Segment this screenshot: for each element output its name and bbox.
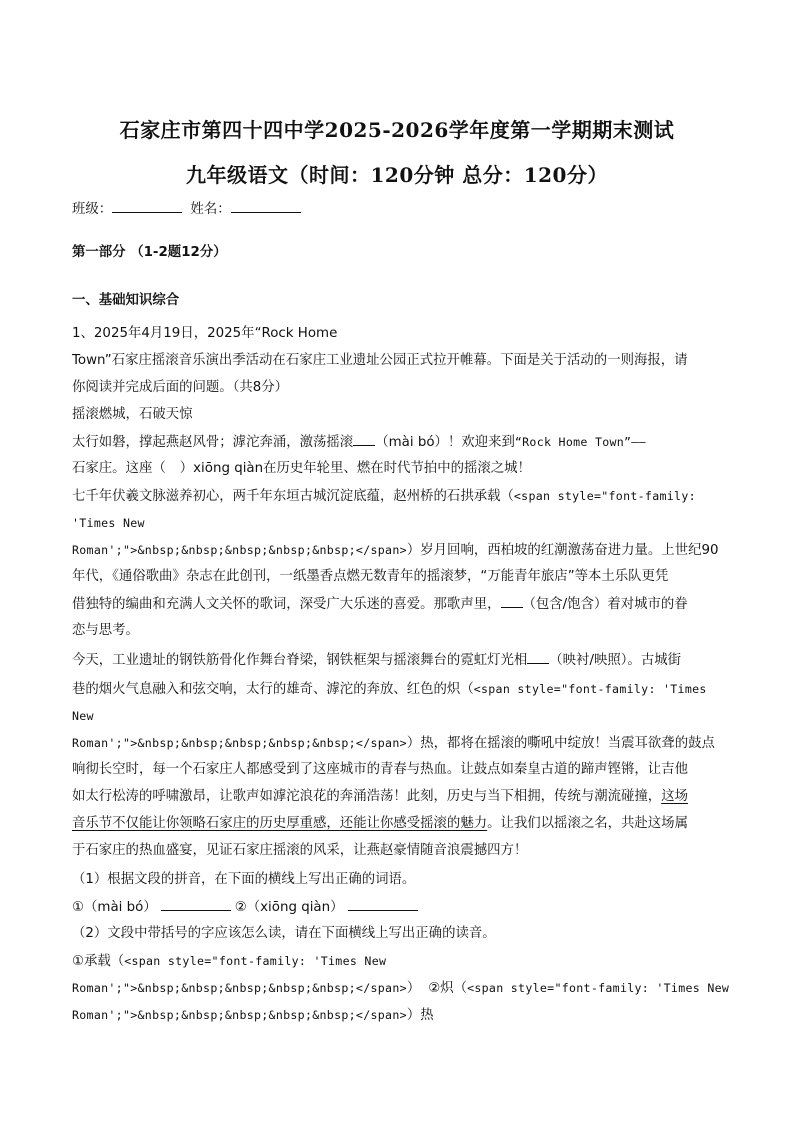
- question-1-line-2: Town”石家庄摇滚音乐演出季活动在石家庄工业遗址公园正式拉开帷幕。下面是关于活动的一则海报，请: [72, 353, 688, 368]
- paragraph-2-line-2: 'Times New: [72, 516, 145, 530]
- paragraph-3-line-7: [72, 815, 688, 833]
- subquestion-2: （2）文段中带括号的字应该怎么读，请在下面横线上写出正确的读音。: [72, 926, 496, 941]
- poster-title: 摇滚燃城，石破天惊: [72, 407, 193, 422]
- answer-blank-2[interactable]: [348, 898, 418, 911]
- text-span: 七千年伏羲文脉滋养初心，两千年东垣古城沉淀底蕴，赵州桥的石拱承载（: [72, 489, 514, 504]
- class-name-line: [72, 200, 301, 219]
- subquestion-2-line-2: [72, 979, 729, 998]
- text-span: “Rock Home Town”——: [514, 435, 646, 449]
- text-span: （包含/饱含）着对城市的眷: [522, 597, 688, 612]
- paragraph-3-line-3: New: [72, 709, 94, 723]
- part-heading: 第一部分 （1-2题12分）: [72, 245, 227, 260]
- paragraph-3-line-8: 于石家庄的热血盛宴，见证石家庄摇滚的风采，让燕赵豪情随音浪震撼四方！: [72, 843, 528, 858]
- html-artifact: Roman';">&nbsp;&nbsp;&nbsp;&nbsp;&nbsp;</span>: [72, 543, 407, 557]
- paragraph-2-line-6: 恋与思考。: [72, 623, 139, 638]
- underlined-text: 这场: [661, 789, 688, 804]
- text-span: （mài bó）！欢迎来到: [375, 435, 515, 450]
- text-span: ）xiōng qiàn在历史年轮里、燃在时代节拍中的摇滚之城！: [179, 461, 531, 476]
- html-artifact: Roman';">&nbsp;&nbsp;&nbsp;&nbsp;&nbsp;</span>: [72, 736, 407, 750]
- text-span: 石家庄。这座（: [72, 461, 166, 476]
- text-span: 巷的烟火气息融入和弦交响，太行的雄奇、滹沱的奔放、红色的炽（: [72, 682, 474, 697]
- paragraph-2-line-5: [72, 595, 688, 614]
- paragraph-3-line-4: [72, 734, 715, 753]
- class-label: 班级：: [72, 202, 113, 217]
- answer-blank-1[interactable]: [161, 898, 231, 911]
- section-heading: 一、基础知识综合: [72, 293, 180, 308]
- subquestion-2-line-3: [72, 1006, 434, 1025]
- name-blank[interactable]: [231, 200, 301, 213]
- yingchen-blank[interactable]: [527, 651, 549, 664]
- maibo-blank[interactable]: [353, 433, 375, 446]
- paragraph-1-line-1: [72, 433, 646, 452]
- text-span: ）岁月回响，西柏坡的红潮激荡奋进力量。上世纪90: [406, 543, 719, 558]
- answer-label: ②（xiōng qiàn）: [234, 900, 344, 915]
- text-span: 。让我们以摇滚之名，共赴这场属: [487, 816, 688, 831]
- question-1-line-3: 你阅读并完成后面的问题。（共8分）: [72, 380, 289, 395]
- exam-title: 石家庄市第四十四中学2025-2026学年度第一学期期末测试: [119, 118, 675, 142]
- question-1-line-1: 1、2025年4月19日，2025年“Rock Home: [72, 326, 338, 341]
- html-artifact: <span style="font-family: 'Times: [473, 682, 707, 696]
- text-span: ）: [406, 981, 421, 996]
- exam-subtitle: 九年级语文（时间：120分钟 总分：120分）: [186, 163, 608, 187]
- paragraph-3-line-6: [72, 788, 688, 806]
- subquestion-1-answers: [72, 898, 418, 917]
- html-artifact: <span style="font-family:: [513, 489, 696, 503]
- answer-label: ①（mài bó）: [72, 900, 157, 915]
- text-span: 借独特的编曲和充满人文关怀的歌词，深受广大乐迷的喜爱。那歌声里，: [72, 597, 501, 612]
- text-span: 太行如磐，撑起燕赵风骨；滹沱奔涌，激荡摇滚: [72, 435, 354, 450]
- underlined-sentence: 音乐节不仅能让你领略石家庄的历史厚重感，还能让你感受摇滚的魅力: [72, 816, 488, 831]
- paragraph-3-line-2: [72, 680, 707, 699]
- paragraph-3-line-1: [72, 651, 681, 670]
- paragraph-2-line-1: [72, 487, 696, 506]
- html-artifact: <span style="font-family: 'Times New: [124, 954, 387, 968]
- text-span: 今天，工业遗址的钢铁筋骨化作舞台脊梁，钢铁框架与摇滚舞台的霓虹灯光相: [72, 653, 528, 668]
- paragraph-1-line-2: [72, 460, 531, 478]
- text-span: ②炽（: [428, 981, 468, 996]
- baohan-blank[interactable]: [501, 595, 523, 608]
- text-span: ①承载（: [72, 954, 125, 969]
- html-artifact: Roman';">&nbsp;&nbsp;&nbsp;&nbsp;&nbsp;</span>: [72, 1008, 407, 1022]
- html-artifact: <span style="font-family: 'Times New: [467, 981, 730, 995]
- class-blank[interactable]: [112, 200, 182, 213]
- name-label: 姓名：: [190, 202, 231, 217]
- paragraph-2-line-3: [72, 541, 719, 560]
- subquestion-2-line-1: [72, 952, 386, 971]
- html-artifact: Roman';">&nbsp;&nbsp;&nbsp;&nbsp;&nbsp;</span>: [72, 981, 407, 995]
- text-span: （映衬/映照）。古城街: [549, 653, 681, 668]
- paragraph-2-line-4: 年代，《通俗歌曲》杂志在此创刊，一纸墨香点燃无数青年的摇滚梦，“万能青年旅店”等本土乐队更凭: [72, 569, 669, 584]
- paragraph-3-line-5: 响彻长空时，每一个石家庄人都感受到了这座城市的青春与热血。让鼓点如秦皇古道的蹄声铿锵，让吉他: [72, 762, 688, 777]
- text-span: ）热: [406, 1008, 434, 1023]
- text-span: 如太行松涛的呼啸激昂，让歌声如滹沱浪花的奔涌浩荡！此刻，历史与当下相拥，传统与潮流碰撞，: [72, 789, 662, 804]
- subquestion-1: （1）根据文段的拼音，在下面的横线上写出正确的词语。: [72, 872, 416, 887]
- text-span: ）热，都将在摇滚的嘶吼中绽放！当震耳欲聋的鼓点: [406, 736, 715, 751]
